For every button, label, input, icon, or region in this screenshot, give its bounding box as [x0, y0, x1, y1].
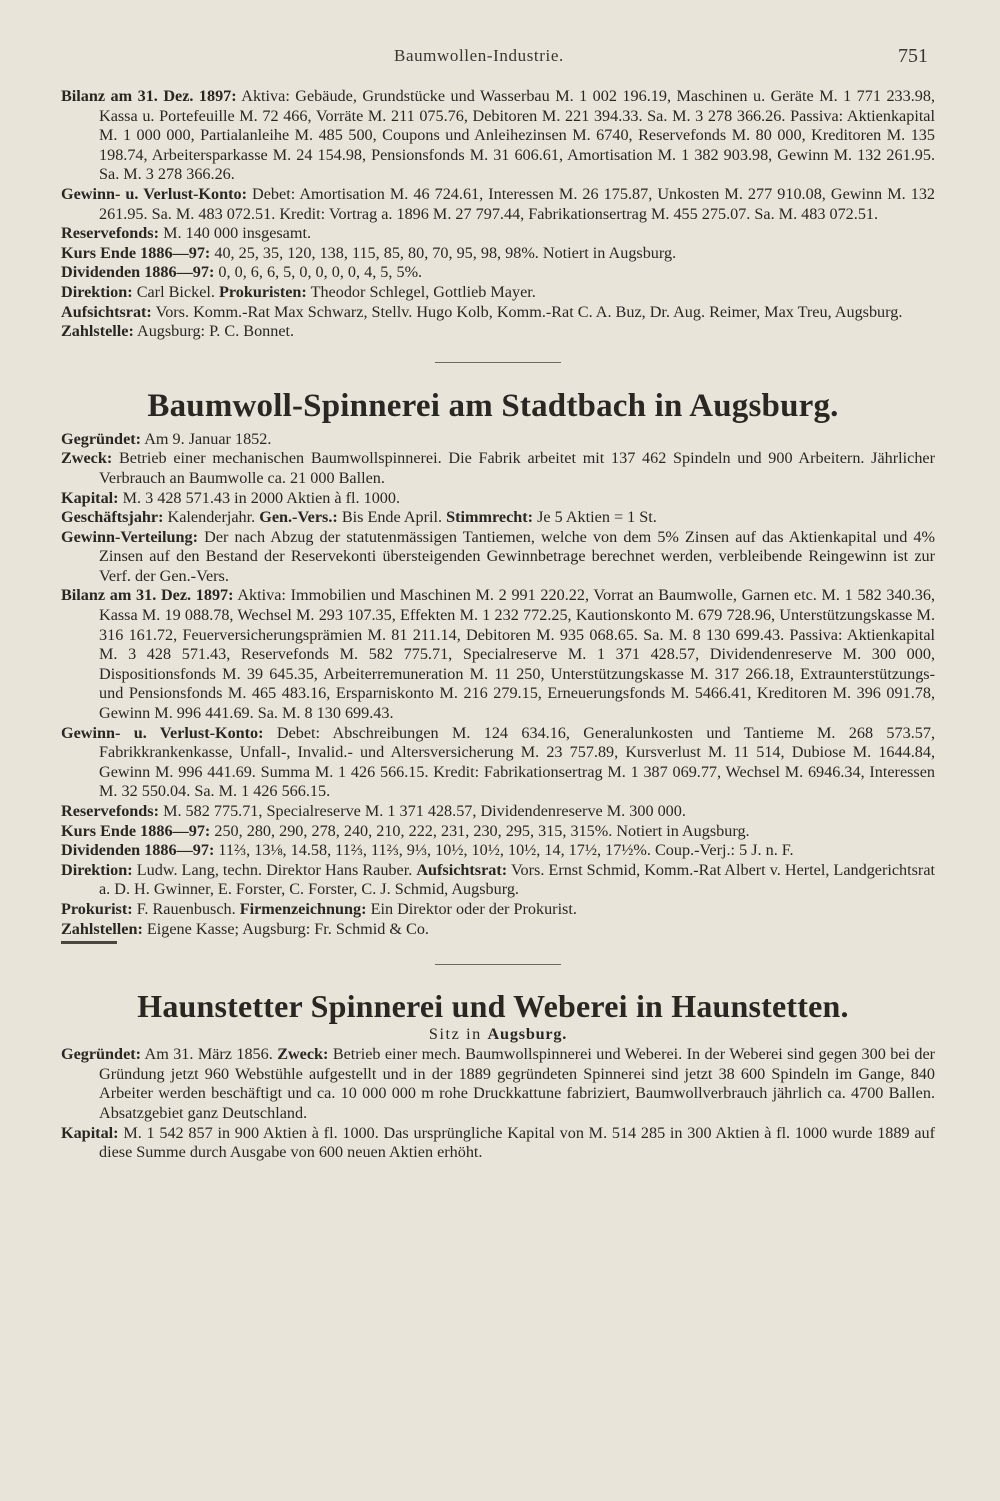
- entry-label: Reservefonds:: [61, 224, 160, 243]
- entry-label: Stimmrecht:: [446, 508, 534, 527]
- section-divider: [435, 964, 561, 965]
- kapital-entry: [61, 1124, 935, 1163]
- entry-text: 250, 280, 290, 278, 240, 210, 222, 231, 230, 295, 315, 315%. Notiert in Augsburg.: [214, 821, 750, 840]
- entry-label: Kapital:: [61, 488, 119, 507]
- company-title: Haunstetter Spinnerei und Weberei in Haunstetten.: [137, 988, 849, 1025]
- entry-label: Firmenzeichnung:: [239, 899, 367, 918]
- entry-label: Gewinn- u. Verlust-Konto:: [61, 723, 264, 742]
- entry-text: Augsburg: P. C. Bonnet.: [137, 322, 295, 341]
- entry-text: Bis Ende April.: [341, 508, 443, 527]
- entry-label: Gewinn- u. Verlust-Konto:: [61, 184, 247, 203]
- ink-mark: [61, 941, 117, 944]
- entry-text: M. 3 428 571.43 in 2000 Aktien à fl. 1000.: [122, 488, 401, 507]
- kapital-entry: [61, 489, 935, 509]
- entry-text: M. 140 000 insgesamt.: [163, 224, 311, 243]
- entry-label: Reservefonds:: [61, 802, 160, 820]
- entry-text: Carl Bickel.: [136, 282, 215, 301]
- entry-label: Zweck:: [277, 1045, 329, 1064]
- kurs-entry: [61, 822, 935, 842]
- direktion-entry: [61, 861, 935, 900]
- page-number: 751: [898, 45, 928, 67]
- entry-label: Gegründet:: [61, 429, 142, 448]
- entry-text: Debet: Abschreibungen M. 124 634.16, Generalunkosten und Tantieme M. 268 573.57, Fabrikkrankenkasse, Unfall-, Invalid.- und Altersversicherung M. 23 757.89, Kursverlust M. 11 514, Dubiose M. 1644.84, Gewinn M. 996 441.69. Summa M. 1 426 566.15. Kredit: Fabrikationsertrag M. 1 387 069.77, Wechsel M. 6946.34, Interessen M. 32 550.04. Sa. M. 1 426 566.15.: [99, 723, 935, 801]
- entry-label: Kapital:: [61, 1123, 119, 1142]
- entry-text: Ludw. Lang, techn. Direktor Hans Rauber.: [136, 860, 413, 879]
- entry-label: Gen.-Vers.:: [259, 508, 338, 527]
- gegruendet-entry: [61, 430, 935, 450]
- dividend-entry: [61, 841, 935, 861]
- prokurist-entry: [61, 900, 935, 920]
- seat-city: Augsburg.: [487, 1025, 568, 1044]
- entry-label: Zahlstelle:: [61, 322, 134, 341]
- geschaeftsjahr-entry: [61, 508, 935, 528]
- direktion-entry: [61, 283, 935, 303]
- zahlstellen-entry: [61, 920, 935, 940]
- aufsichtsrat-entry: [61, 303, 935, 323]
- zahlstelle-entry: [61, 322, 935, 342]
- reserve-entry: [61, 224, 935, 244]
- entry-label: Direktion:: [61, 860, 133, 879]
- stadtbach-section: [61, 386, 935, 944]
- entry-label: Bilanz am 31. Dez. 1897:: [61, 87, 237, 105]
- entry-label: Prokurist:: [61, 899, 133, 918]
- company-title: Baumwoll-Spinnerei am Stadtbach in Augsburg.: [147, 387, 839, 424]
- entry-label: Dividenden 1886—97:: [61, 841, 215, 860]
- entry-label: Gegründet:: [61, 1045, 142, 1064]
- guv-entry: [61, 724, 935, 802]
- entry-text: M. 582 775.71, Specialreserve M. 1 371 428.57, Dividendenreserve M. 300 000.: [163, 802, 686, 820]
- entry-text: 11⅔, 13⅛, 14.58, 11⅔, 11⅔, 9⅓, 10½, 10½, 10½, 14, 17½, 17½%. Coup.-Verj.: 5 J. n. F.: [218, 841, 794, 860]
- entry-label: Direktion:: [61, 282, 133, 301]
- entry-text: 40, 25, 35, 120, 138, 115, 85, 80, 70, 95, 98, 98%. Notiert in Augsburg.: [214, 243, 677, 262]
- entry-text: F. Rauenbusch.: [136, 899, 236, 918]
- guv-entry: [61, 185, 935, 224]
- dividend-entry: [61, 263, 935, 283]
- entry-label: Gewinn-Verteilung:: [61, 527, 198, 546]
- entry-text: Aktiva: Gebäude, Grundstücke und Wasserbau M. 1 002 196.19, Maschinen u. Geräte M. 1 771 233.98, Kassa u. Portefeuille M. 72 466, Vorräte M. 211 075.76, Debitoren M. 221 394.33. Sa. M. 3 278 366.26. Passiva: Aktienkapital M. 1 000 000, Partialanleihe M. 485 500, Coupons und Anleihezinsen M. 6740, Reservefonds M. 80 000, Kreditoren M. 135 198.74, Arbeitersparkasse M. 24 154.98, Pensionsfonds M. 31 606.61, Amortisation M. 1 382 903.98, Gewinn M. 132 261.95. Sa. M. 3 278 366.26.: [99, 87, 936, 184]
- zweck-entry: [61, 449, 935, 488]
- entry-label: Kurs Ende 1886—97:: [61, 243, 211, 262]
- entry-label: Aufsichtsrat:: [61, 302, 152, 321]
- entry-text: Am 9. Januar 1852.: [144, 429, 272, 448]
- seat-prefix: Sitz in: [428, 1025, 482, 1044]
- entry-text: Vors. Komm.-Rat Max Schwarz, Stellv. Hugo Kolb, Komm.-Rat C. A. Buz, Dr. Aug. Reimer, Max Treu, Augsburg.: [155, 302, 903, 321]
- entry-text: Betrieb einer mechanischen Baumwollspinnerei. Die Fabrik arbeitet mit 137 462 Spindeln und 900 Arbeitern. Jährlicher Verbrauch an Baumwolle ca. 21 000 Ballen.: [99, 449, 936, 487]
- entry-text: Am 31. März 1856.: [144, 1045, 273, 1064]
- entry-label: Prokuristen:: [218, 282, 307, 301]
- entry-text: Eigene Kasse; Augsburg: Fr. Schmid & Co.: [146, 919, 429, 938]
- haunstetten-section: [61, 987, 935, 1163]
- entry-text: Betrieb einer mech. Baumwollspinnerei und Weberei. In der Weberei sind gegen 300 bei der Gründung jetzt 960 Webstühle aufgestellt und in der 1889 gegründeten Spinnerei sind jetzt 38 600 Spindeln im Gange, 840 Arbeiter werden beschäftigt und ca. 10 000 000 m rohe Druckkattune fabriziert, Baumwollverbrauch jährlich ca. 4700 Ballen. Absatzgebiet ganz Deutschland.: [99, 1045, 936, 1122]
- entry-label: Geschäftsjahr:: [61, 508, 164, 527]
- entry-text: Aktiva: Immobilien und Maschinen M. 2 991 220.22, Vorrat an Baumwolle, Garnen etc. M. 1 582 340.36, Kassa M. 19 088.78, Wechsel M. 293 107.35, Effekten M. 1 232 772.25, Kautionskonto M. 679 728.96, Unterstützungskasse M. 316 161.72, Feuerversicherungsprämien M. 81 211.14, Debitoren M. 935 068.65. Sa. M. 8 130 699.43. Passiva: Aktienkapital M. 3 428 571.43, Reservefonds M. 582 775.71, Specialreserve M. 1 371 428.57, Dividendenreserve M. 300 000, Dispositionsfonds M. 39 645.35, Arbeiterremuneration M. 11 250, Unterstützungskasse M. 317 266.18, Extraunterstützungs- und Pensionsfonds M. 465 483.16, Ersparniskonto M. 216 279.15, Erneuerungsfonds M. 5466.41, Kreditoren M. 396 091.78, Gewinn M. 996 441.69. Sa. M. 8 130 699.43.: [99, 586, 935, 723]
- entry-label: Zweck:: [61, 449, 113, 468]
- entry-text: M. 1 542 857 in 900 Aktien à fl. 1000. Das ursprüngliche Kapital von M. 514 285 in 300 Aktien à fl. 1000 wurde 1889 auf diese Summe durch Ausgabe von 600 neuen Aktien erhöht.: [99, 1123, 935, 1162]
- kurs-entry: [61, 244, 935, 264]
- entry-text: 0, 0, 6, 6, 5, 0, 0, 0, 0, 4, 5, 5%.: [218, 263, 423, 282]
- gewinnverteilung-entry: [61, 528, 935, 587]
- gegruendet-entry: [61, 1045, 935, 1123]
- entry-text: Vors. Ernst Schmid, Komm.-Rat Albert v. Hertel, Landgerichtsrat a. D. H. Gwinner, E. Forster, C. Forster, C. J. Schmid, Augsburg.: [99, 860, 936, 899]
- entry-label: Kurs Ende 1886—97:: [61, 821, 211, 840]
- bilanz-entry: [61, 87, 935, 185]
- entry-label: Zahlstellen:: [61, 919, 143, 938]
- section-divider: [435, 362, 561, 363]
- page-header: [0, 46, 1000, 76]
- bilanz-entry: [61, 586, 935, 723]
- entry-text: Theodor Schlegel, Gottlieb Mayer.: [310, 282, 536, 301]
- page-content: [61, 87, 935, 1163]
- entry-text: Der nach Abzug der statutenmässigen Tantiemen, welche von dem 5% Zinsen auf das Aktienkapital und 4% Zinsen auf den Bestand der Reservekonti übersteigenden Gewinnbetrage berechnet werden, verbleibende Reingewinn ist zur Verf. der Gen.-Vers.: [99, 527, 935, 585]
- entry-text: Je 5 Aktien = 1 St.: [537, 508, 657, 527]
- reserve-entry: [61, 802, 935, 822]
- entry-label: Dividenden 1886—97:: [61, 263, 215, 282]
- entry-text: Ein Direktor oder der Prokurist.: [370, 899, 577, 918]
- running-title: Baumwollen-Industrie.: [394, 46, 564, 65]
- entry-text: Debet: Amortisation M. 46 724.61, Interessen M. 26 175.87, Unkosten M. 277 910.08, Gewinn M. 132 261.95. Sa. M. 483 072.51. Kredit: Vortrag a. 1896 M. 27 797.44, Fabrikationsertrag M. 455 275.07. Sa. M. 483 072.51.: [99, 184, 936, 223]
- seat-line: [61, 1025, 935, 1044]
- prev-company-section: [61, 87, 935, 342]
- entry-label: Aufsichtsrat:: [416, 860, 508, 879]
- entry-label: Bilanz am 31. Dez. 1897:: [61, 586, 234, 605]
- entry-text: Kalenderjahr.: [167, 508, 256, 527]
